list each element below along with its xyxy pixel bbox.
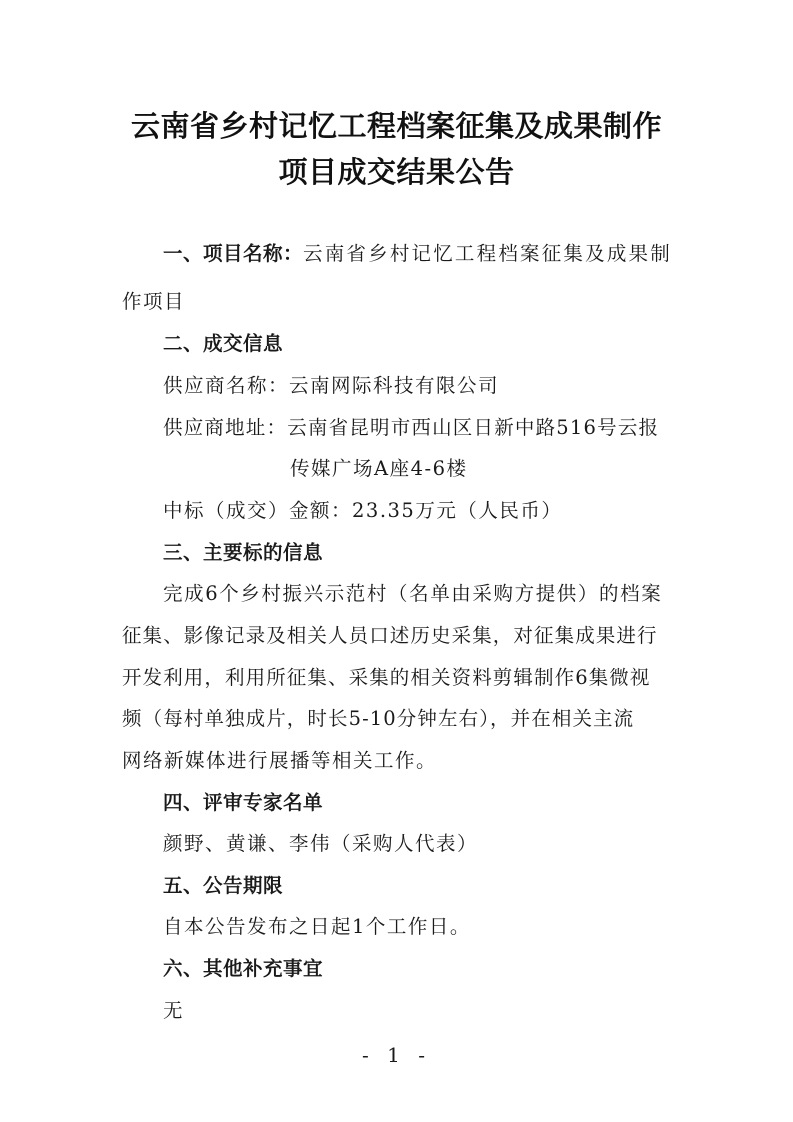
subject-info-line-5: 网络新媒体进行展播等相关工作。 (122, 749, 438, 772)
deal-amount: 中标（成交）金额：23.35万元（人民币） (163, 499, 563, 522)
page-number: - 1 - (362, 1043, 431, 1067)
expert-list: 颜野、黄谦、李伟（采购人代表） (163, 832, 479, 855)
section-1-line-1 (163, 238, 672, 266)
supplier-name: 供应商名称：云南网际科技有限公司 (163, 374, 500, 397)
page-title-line-2: 项目成交结果公告 (278, 155, 515, 189)
subject-info-line-1: 完成6个乡村振兴示范村（名单由采购方提供）的档案 (163, 582, 663, 605)
subject-info-line-4: 频（每村单独成片，时长5-10分钟左右），并在相关主流 (122, 707, 635, 730)
subject-info-line-3: 开发利用，利用所征集、采集的相关资料剪辑制作6集微视 (122, 666, 651, 689)
section-4-heading: 四、评审专家名单 (163, 791, 324, 814)
supplier-address-line-2: 传媒广场A座4-6楼 (290, 457, 468, 480)
other-matters: 无 (163, 999, 185, 1022)
page-title-line-1: 云南省乡村记忆工程档案征集及成果制作 (130, 109, 662, 143)
subject-info-line-2: 征集、影像记录及相关人员口述历史采集，对征集成果进行 (122, 624, 658, 647)
project-name-value: 云南省乡村记忆工程档案征集及成果制 (303, 242, 672, 265)
supplier-address-line-1: 供应商地址：云南省昆明市西山区日新中路516号云报 (163, 416, 660, 439)
section-1-heading: 一、项目名称： (163, 242, 304, 265)
project-name-value-cont: 作项目 (122, 290, 186, 313)
section-6-heading: 六、其他补充事宜 (163, 957, 324, 980)
section-5-heading: 五、公告期限 (163, 874, 284, 897)
notice-period: 自本公告发布之日起1个工作日。 (163, 915, 471, 938)
section-3-heading: 三、主要标的信息 (163, 541, 324, 564)
section-2-heading: 二、成交信息 (163, 332, 284, 355)
